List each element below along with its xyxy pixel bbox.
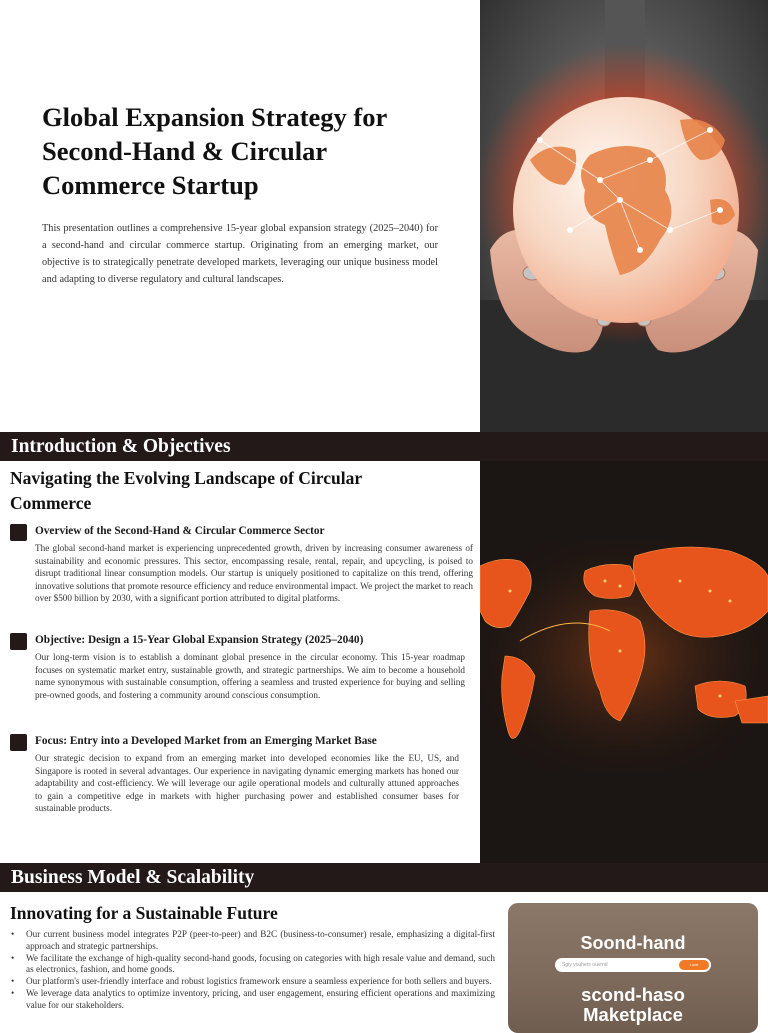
section-header-introduction: Introduction & Objectives xyxy=(0,432,768,461)
marketplace-app-mockup xyxy=(508,903,758,1033)
hero-description: This presentation outlines a comprehensive 15-year global expansion strategy (2025–2040) for a second-hand and circular commerce startup. Originating from an emerging market, our objective is to strategically penetrate developed markets, leveraging our unique business model and adapting to diverse regulatory and cultural landscapes. xyxy=(42,223,438,285)
list-item: • Our platform's user-friendly interface and robust logistics framework ensure a seamless experience for both sellers and buyers. xyxy=(11,976,492,987)
objective-title: Objective: Design a 15-Year Global Expansion Strategy (2025–2040) xyxy=(35,634,364,646)
title-slide xyxy=(0,0,768,432)
objective-title: Focus: Entry into a Developed Market from an Emerging Market Base xyxy=(35,735,377,747)
app-hero-text: Maketplace xyxy=(583,1004,683,1025)
globe-in-hands-image xyxy=(480,0,768,432)
bullet-icon: • xyxy=(11,987,15,998)
section-heading: Innovating for a Sustainable Future xyxy=(10,903,278,923)
section-header-business-model: Business Model & Scalability xyxy=(0,863,768,892)
app-search-placeholder: Sgiy youhers ouvrnd xyxy=(562,962,608,968)
glowing-world-map-image xyxy=(480,461,768,863)
square-bullet-icon xyxy=(10,734,27,751)
bullet-icon: • xyxy=(11,929,15,939)
section-heading: Navigating the Evolving Landscape of Circular Commerce xyxy=(10,468,362,513)
objective-body: Our strategic decision to expand from an emerging market into developed economies like the EU, US, and Singapore is rooted in several advantages. Our experience in navigating dynamic emerging markets has honed our adaptability and cost-efficiency. We will leverage our agile operational models and culturally attuned approaches to gain a competitive edge in markets with higher purchasing power and established consumer bases for sustainable products. xyxy=(35,753,459,813)
bullet-icon: • xyxy=(11,976,15,987)
list-item: • We facilitate the exchange of high-quality second-hand goods, focusing on categories with high resale value and demand, such as electronics, fashion, and home goods. xyxy=(11,952,495,975)
objective-body: The global second-hand market is experiencing unprecedented growth, driven by increasing consumer awareness of sustainability and economic pressures. This sector, encompassing resale, rental, repair, and upcycling, is poised to disrupt traditional linear consumption models. Our startup is uniquely positioned to capitalize on this trend, offering innovative solutions that promote resource efficiency and reduce environmental impact. We project the market to reach over $500 billion by 2030, with a significant portion attributed to digital platforms. xyxy=(35,543,473,603)
app-search-button: Luve xyxy=(679,960,709,970)
bullet-icon: • xyxy=(11,952,15,963)
app-brand-name: Soond-hand xyxy=(580,933,686,953)
world-map-illustration xyxy=(480,461,768,863)
list-item: • We leverage data analytics to optimize inventory, pricing, and user engagement, ensuring efficient operations and maximizing value for our stakeholders. xyxy=(11,987,495,1010)
square-bullet-icon xyxy=(10,524,27,541)
objective-title: Overview of the Second-Hand & Circular Commerce Sector xyxy=(35,525,325,537)
page-title: Global Expansion Strategy for Second-Hand & Circular Commerce Startup xyxy=(42,102,387,200)
list-item: • Our current business model integrates P2P (peer-to-peer) and B2C (business-to-consumer) resale, emphasizing a digital-first approach and strategic partnerships. xyxy=(11,929,495,951)
globe-hands-illustration xyxy=(480,0,768,432)
square-bullet-icon xyxy=(10,633,27,650)
app-search-bar xyxy=(555,958,711,972)
app-hero-text: scond-haso xyxy=(581,984,685,1005)
objective-body: Our long-term vision is to establish a dominant global presence in the circular economy. This 15-year roadmap focuses on systematic market entry, sustainable growth, and strategic partnerships. We aim to become a household name synonymous with sustainable consumption, offering a seamless and trusted experience for buying and selling pre-owned goods, and fostering a community around conscious consumption. xyxy=(35,652,465,700)
business-bullet-list xyxy=(10,929,495,1012)
